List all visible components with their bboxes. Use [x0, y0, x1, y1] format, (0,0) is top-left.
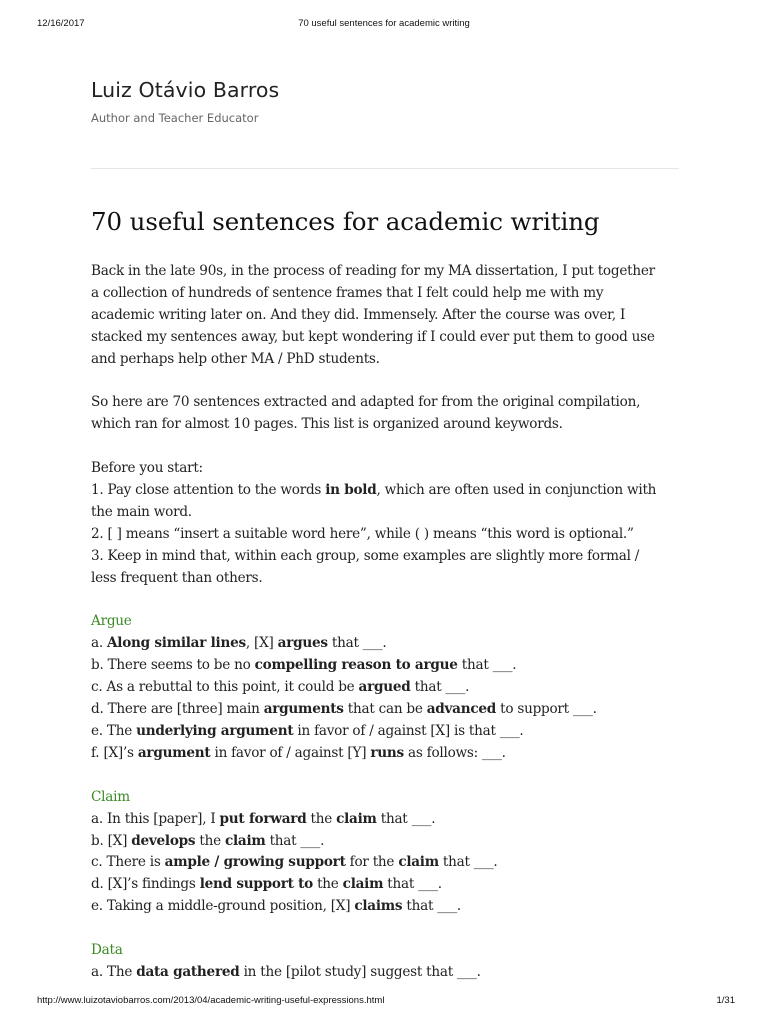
bold-run: claim	[224, 832, 266, 849]
print-header	[0, 18, 768, 30]
bold-run: runs	[370, 744, 404, 761]
text-run: that ___.	[457, 657, 517, 674]
intro-line: Back in the late 90s, in the process of reading for my MA dissertation, I put together	[91, 263, 655, 279]
sentence-item	[91, 677, 691, 699]
bold-run: arguments	[263, 701, 344, 718]
post-title: 70 useful sentences for academic writing	[91, 207, 600, 236]
bold-run: claim	[342, 876, 384, 893]
intro-line: and perhaps help other MA / PhD students.	[91, 350, 380, 367]
bold-run: Along similar lines	[107, 635, 246, 652]
before-item-3: 3. Keep in mind that, within each group, some examples are slightly more formal /	[91, 547, 640, 564]
text-run: , which are often used in conjunction with	[376, 482, 657, 499]
text-run: in favor of / against [X] is that ___.	[293, 722, 524, 739]
bold-run: advanced	[426, 701, 497, 718]
bold-run: data gathered	[136, 963, 240, 980]
section-heading: Claim	[91, 788, 130, 805]
sentence-item	[91, 831, 691, 853]
print-date: 12/16/2017	[37, 18, 85, 29]
section-heading: Data	[91, 942, 123, 959]
text-run: for the	[345, 854, 399, 871]
sentence-item	[91, 655, 691, 677]
text-run: the	[195, 832, 225, 849]
bold-run: develops	[131, 832, 196, 849]
text-run: a. In this [paper], I	[91, 810, 220, 827]
bold-run: claims	[354, 898, 403, 915]
before-item-2: 2. [ ] means “insert a suitable word here”, while ( ) means “this word is optional.”	[91, 525, 634, 542]
print-title: 70 useful sentences for academic writing	[298, 18, 470, 29]
intro-line: academic writing later on. And they did. Immensely. After the course was over, I	[91, 306, 626, 323]
text-run: a. The	[91, 963, 137, 980]
bold-run: put forward	[219, 810, 307, 827]
bold-run: argues	[277, 635, 328, 652]
sentence-item	[91, 874, 691, 896]
text-run: that can be	[343, 701, 427, 718]
bold-run: argued	[358, 679, 411, 696]
before-heading: Before you start:	[91, 460, 203, 477]
site-tagline: Author and Teacher Educator	[91, 111, 259, 125]
text-run: in favor of / against [Y]	[210, 744, 371, 761]
section-heading: Argue	[91, 613, 132, 630]
bold-run: claim	[398, 854, 439, 871]
text-run: that ___.	[265, 832, 325, 849]
bold-run: claim	[336, 810, 377, 827]
text-run: c. As a rebuttal to this point, it could be	[91, 679, 359, 696]
section-claim	[91, 787, 691, 918]
sentence-item	[91, 633, 691, 655]
intro-line: a collection of hundreds of sentence frames that I felt could help me with my	[91, 284, 604, 301]
text-run: e. Taking a middle-ground position, [X]	[91, 898, 355, 915]
text-run: that ___.	[383, 876, 442, 893]
text-run: in the [pilot study] suggest that ___.	[239, 963, 481, 980]
intro-paragraph-1	[91, 261, 691, 371]
sentence-item	[91, 721, 691, 743]
sentence-item	[91, 699, 691, 721]
sentence-item	[91, 852, 691, 874]
section-data	[91, 940, 691, 984]
text-run: d. There are [three] main	[91, 701, 264, 718]
bold-run: argument	[137, 744, 211, 761]
text-run: , [X]	[245, 635, 278, 652]
bold-run: ample / growing support	[164, 854, 346, 871]
text-run: b. [X]	[91, 832, 132, 849]
bold-run: underlying argument	[136, 722, 294, 739]
before-you-start	[91, 458, 691, 589]
section-argue	[91, 611, 691, 764]
sentence-sections	[91, 611, 691, 983]
post-content	[91, 261, 691, 1006]
sentence-item	[91, 896, 691, 918]
text-run: c. There is	[91, 854, 165, 871]
text-run: that ___.	[438, 854, 498, 871]
text-run: to support ___.	[496, 701, 597, 718]
text-run: that ___.	[327, 635, 387, 652]
site-title-link[interactable]: Luiz Otávio Barros	[91, 78, 280, 102]
text-run: the	[306, 810, 337, 827]
text-run: that ___.	[376, 810, 436, 827]
intro-line: So here are 70 sentences extracted and adapted for from the original compilation,	[91, 394, 641, 411]
intro-line: stacked my sentences away, but kept wondering if I could ever put them to good use	[91, 328, 655, 345]
sentence-item	[91, 809, 691, 831]
bold-run: lend support to	[199, 876, 314, 893]
before-item-1-cont: the main word.	[91, 503, 192, 520]
print-footer	[0, 995, 768, 1007]
sentence-item	[91, 743, 691, 765]
intro-paragraph-2	[91, 392, 691, 436]
text-run: the	[313, 876, 343, 893]
text-run: that ___.	[410, 679, 470, 696]
before-item-1	[91, 480, 691, 502]
intro-line: which ran for almost 10 pages. This list is organized around keywords.	[91, 416, 563, 433]
sentence-item	[91, 962, 691, 984]
text-run: e. The	[91, 722, 137, 739]
bold-run: compelling reason to argue	[254, 657, 458, 674]
text-run: f. [X]’s	[91, 744, 138, 761]
text-run: d. [X]’s findings	[91, 876, 200, 893]
bold-run: in bold	[325, 482, 377, 499]
text-run: 1. Pay close attention to the words	[91, 482, 326, 499]
text-run: as follows: ___.	[403, 744, 506, 761]
text-run: that ___.	[402, 898, 461, 915]
text-run: a.	[91, 635, 107, 652]
before-item-3-cont: less frequent than others.	[91, 569, 263, 586]
header-divider	[91, 168, 679, 169]
page-number: 1/31	[716, 995, 735, 1006]
text-run: b. There seems to be no	[91, 657, 255, 674]
print-url: http://www.luizotaviobarros.com/2013/04/academic-writing-useful-expressions.html	[37, 995, 385, 1006]
